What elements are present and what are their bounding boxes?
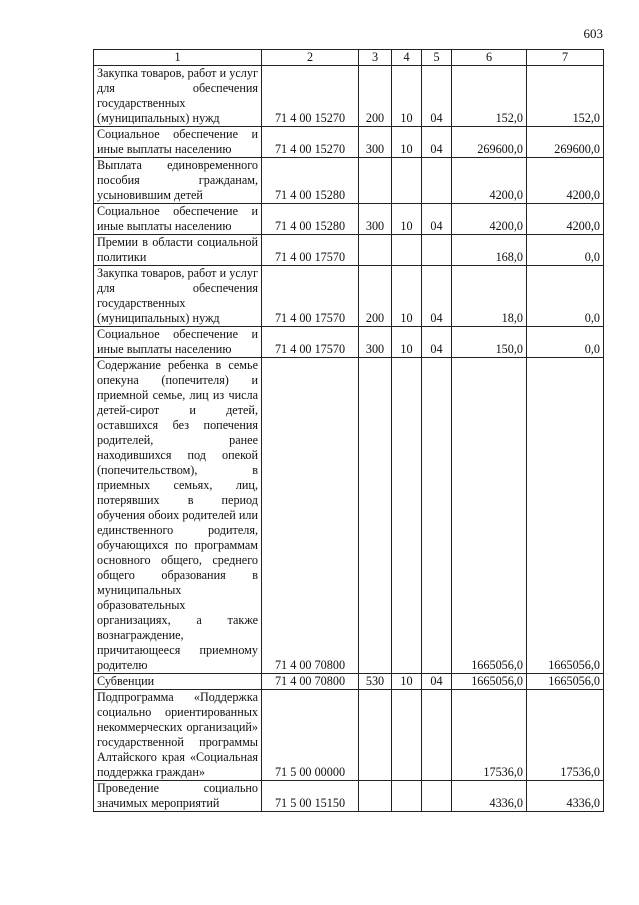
- row-description: Выплата единовременного пособия гражданам, усыновившим детей: [94, 158, 262, 204]
- row-target-code: 71 4 00 70800: [262, 674, 359, 690]
- row-subsection: [422, 235, 452, 266]
- row-description: Социальное обеспечение и иные выплаты населению: [94, 204, 262, 235]
- row-amount-col7: 152,0: [527, 66, 604, 127]
- row-amount-col6: 4336,0: [452, 781, 527, 812]
- table-row: [94, 66, 604, 127]
- row-target-code: 71 4 00 15280: [262, 204, 359, 235]
- row-section: 10: [392, 66, 422, 127]
- row-amount-col7: 4200,0: [527, 204, 604, 235]
- budget-table: [93, 49, 604, 812]
- table-row: [94, 358, 604, 674]
- table-row: [94, 690, 604, 781]
- row-expense-type: [359, 781, 392, 812]
- row-section: [392, 358, 422, 674]
- row-subsection: 04: [422, 266, 452, 327]
- row-amount-col7: 4200,0: [527, 158, 604, 204]
- row-subsection: [422, 690, 452, 781]
- column-header: 2: [262, 50, 359, 66]
- row-target-code: 71 4 00 17570: [262, 327, 359, 358]
- row-target-code: 71 5 00 00000: [262, 690, 359, 781]
- row-section: 10: [392, 327, 422, 358]
- row-subsection: 04: [422, 327, 452, 358]
- row-amount-col7: 1665056,0: [527, 358, 604, 674]
- table-row: [94, 127, 604, 158]
- row-amount-col6: 1665056,0: [452, 358, 527, 674]
- row-section: [392, 235, 422, 266]
- table-row: [94, 674, 604, 690]
- row-section: [392, 158, 422, 204]
- row-amount-col7: 0,0: [527, 235, 604, 266]
- row-section: 10: [392, 674, 422, 690]
- row-amount-col7: 17536,0: [527, 690, 604, 781]
- row-amount-col7: 0,0: [527, 266, 604, 327]
- row-expense-type: 200: [359, 66, 392, 127]
- row-description: Закупка товаров, работ и услуг для обеспечения государственных (муниципальных) нужд: [94, 66, 262, 127]
- column-header: 4: [392, 50, 422, 66]
- table-row: [94, 235, 604, 266]
- row-target-code: 71 4 00 15270: [262, 127, 359, 158]
- row-subsection: [422, 158, 452, 204]
- row-amount-col6: 1665056,0: [452, 674, 527, 690]
- column-header: 3: [359, 50, 392, 66]
- row-target-code: 71 4 00 15270: [262, 66, 359, 127]
- row-expense-type: 300: [359, 327, 392, 358]
- row-amount-col6: 17536,0: [452, 690, 527, 781]
- row-subsection: 04: [422, 674, 452, 690]
- row-section: 10: [392, 204, 422, 235]
- row-description: Закупка товаров, работ и услуг для обеспечения государственных (муниципальных) нужд: [94, 266, 262, 327]
- row-expense-type: 200: [359, 266, 392, 327]
- row-description: Подпрограмма «Поддержка социально ориентированных некоммерческих организаций» государственной программы Алтайского края «Социальная поддержка граждан»: [94, 690, 262, 781]
- row-description: Социальное обеспечение и иные выплаты населению: [94, 127, 262, 158]
- row-expense-type: [359, 358, 392, 674]
- row-subsection: 04: [422, 204, 452, 235]
- row-amount-col6: 150,0: [452, 327, 527, 358]
- row-subsection: [422, 781, 452, 812]
- row-expense-type: [359, 235, 392, 266]
- row-target-code: 71 4 00 17570: [262, 235, 359, 266]
- column-header: 6: [452, 50, 527, 66]
- row-target-code: 71 5 00 15150: [262, 781, 359, 812]
- row-amount-col6: 4200,0: [452, 204, 527, 235]
- row-section: [392, 690, 422, 781]
- row-amount-col7: 1665056,0: [527, 674, 604, 690]
- row-target-code: 71 4 00 15280: [262, 158, 359, 204]
- row-description: Содержание ребенка в семье опекуна (попечителя) и приемной семье, лиц из числа детей-сирот и детей, оставшихся без попечения родителей, ранее находившихся под опекой (попечительством), в приемных семьях, лиц, потерявших в период обучения обоих родителей или единственного родителя, обучающихся по программам основного общего, среднего общего образования в муниципальных образовательных организациях, а также вознаграждение, причитающееся приемному родителю: [94, 358, 262, 674]
- row-description: Социальное обеспечение и иные выплаты населению: [94, 327, 262, 358]
- row-section: 10: [392, 266, 422, 327]
- table-header-row: [94, 50, 604, 66]
- row-target-code: 71 4 00 70800: [262, 358, 359, 674]
- row-amount-col6: 168,0: [452, 235, 527, 266]
- row-description: Проведение социально значимых мероприятий: [94, 781, 262, 812]
- table-row: [94, 158, 604, 204]
- page-number: 603: [583, 26, 603, 41]
- row-target-code: 71 4 00 17570: [262, 266, 359, 327]
- row-amount-col7: 269600,0: [527, 127, 604, 158]
- row-amount-col6: 152,0: [452, 66, 527, 127]
- row-section: [392, 781, 422, 812]
- column-header: 5: [422, 50, 452, 66]
- table-row: [94, 781, 604, 812]
- row-subsection: [422, 358, 452, 674]
- row-expense-type: [359, 690, 392, 781]
- row-expense-type: 530: [359, 674, 392, 690]
- row-subsection: 04: [422, 66, 452, 127]
- row-amount-col6: 269600,0: [452, 127, 527, 158]
- row-amount-col6: 4200,0: [452, 158, 527, 204]
- row-subsection: 04: [422, 127, 452, 158]
- row-expense-type: [359, 158, 392, 204]
- row-amount-col6: 18,0: [452, 266, 527, 327]
- table-row: [94, 327, 604, 358]
- row-amount-col7: 4336,0: [527, 781, 604, 812]
- row-description: Субвенции: [94, 674, 262, 690]
- table-row: [94, 204, 604, 235]
- row-expense-type: 300: [359, 204, 392, 235]
- table-row: [94, 266, 604, 327]
- row-expense-type: 300: [359, 127, 392, 158]
- column-header: 7: [527, 50, 604, 66]
- column-header: 1: [94, 50, 262, 66]
- row-section: 10: [392, 127, 422, 158]
- row-amount-col7: 0,0: [527, 327, 604, 358]
- row-description: Премии в области социальной политики: [94, 235, 262, 266]
